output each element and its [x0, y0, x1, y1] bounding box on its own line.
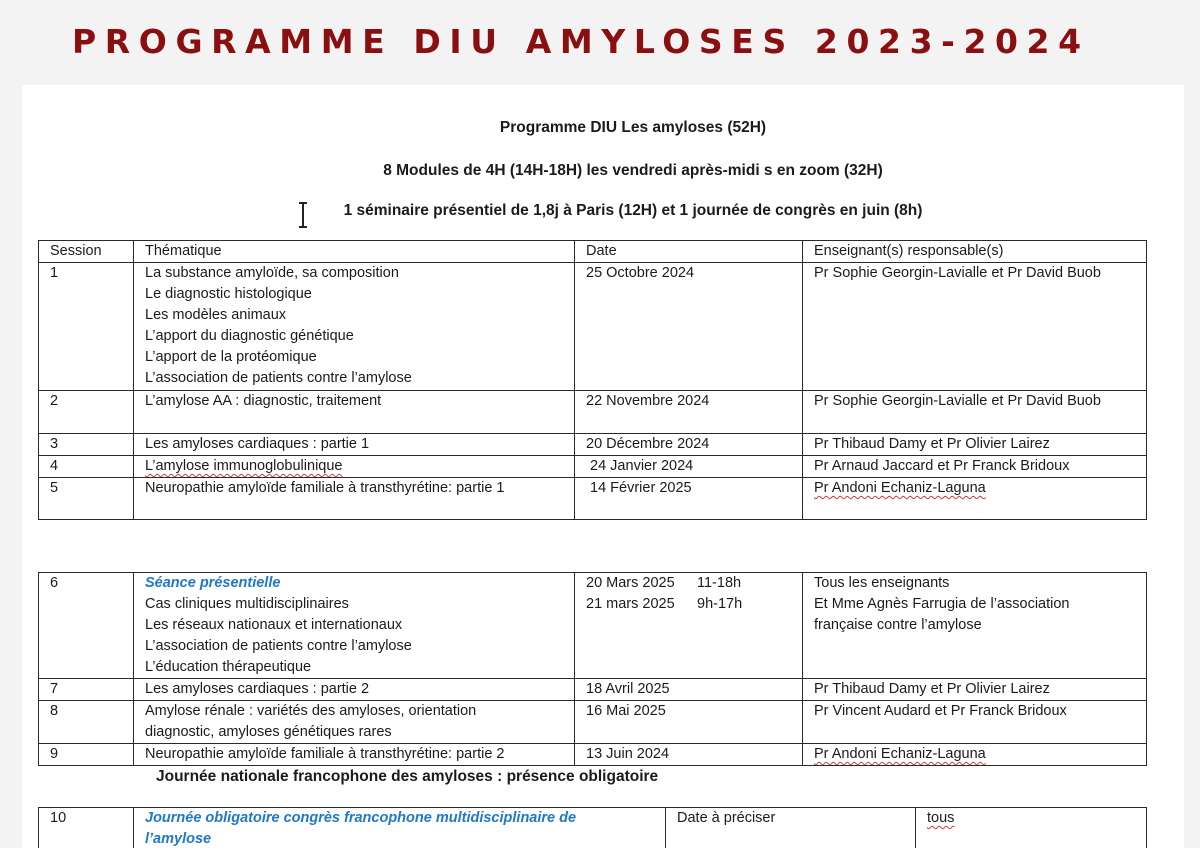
session-teacher: Pr Sophie Georgin-Lavialle et Pr David Buob [803, 263, 1147, 391]
teacher-name: Pr Andoni Echaniz-Laguna [814, 746, 986, 762]
session-teacher: Pr Thibaud Damy et Pr Olivier Lairez [803, 434, 1147, 456]
document-page [22, 85, 1184, 848]
table-row [39, 478, 1147, 520]
topic-line: La substance amyloïde, sa composition [145, 265, 399, 281]
sessions-table-1 [38, 240, 1147, 520]
session-number: 5 [39, 478, 134, 520]
session-topics [134, 679, 575, 701]
session-dates [575, 573, 803, 679]
session-date: 16 Mai 2025 [575, 701, 803, 744]
table-row [39, 391, 1147, 434]
table-row [39, 744, 1147, 766]
topic-line: L’association de patients contre l’amylose [145, 638, 412, 654]
teacher-line: Et Mme Agnès Farrugia de l’association [814, 596, 1070, 612]
header-date: Date [575, 241, 803, 263]
topic-line: Les modèles animaux [145, 307, 287, 323]
session-teacher [803, 744, 1147, 766]
sessions-table-2 [38, 572, 1147, 766]
teacher-name: Pr Andoni Echaniz-Laguna [814, 480, 986, 496]
topic-line: Amylose rénale : variétés des amyloses, orientation [145, 703, 477, 719]
table-row [39, 808, 1147, 848]
session-number: 9 [39, 744, 134, 766]
topic-line: Les réseaux nationaux et internationaux [145, 617, 403, 633]
session-teacher: Pr Arnaud Jaccard et Pr Franck Bridoux [803, 456, 1147, 478]
document-subheading-seminar: 1 séminaire présentiel de 1,8j à Paris (12H) et 1 journée de congrès en juin (8h) [343, 202, 923, 219]
session-topics [134, 478, 575, 520]
session-teacher: Pr Thibaud Damy et Pr Olivier Lairez [803, 679, 1147, 701]
date-line [586, 573, 802, 594]
page-banner-title: PROGRAMME DIU AMYLOSES 2023-2024 [72, 22, 1090, 61]
session-topics [134, 456, 575, 478]
session-number: 3 [39, 434, 134, 456]
session-date: 13 Juin 2024 [575, 744, 803, 766]
session-date: 22 Novembre 2024 [575, 391, 803, 434]
session-topics [134, 434, 575, 456]
session-number: 7 [39, 679, 134, 701]
time-value: 9h-17h [697, 596, 743, 612]
table-row [39, 434, 1147, 456]
topic-line: L’éducation thérapeutique [145, 659, 312, 675]
session-topics [134, 391, 575, 434]
session-topics [134, 808, 666, 848]
session-topics [134, 701, 575, 744]
session-teacher [916, 808, 1147, 848]
session-highlight-label: l’amylose [145, 831, 212, 847]
session-topics [134, 744, 575, 766]
topic-line: L’association de patients contre l’amylose [145, 370, 412, 386]
session-number: 4 [39, 456, 134, 478]
topic-line: Les amyloses cardiaques : partie 1 [145, 436, 370, 452]
session-teacher: Pr Vincent Audard et Pr Franck Bridoux [803, 701, 1147, 744]
topic-line: L’apport du diagnostic génétique [145, 328, 354, 344]
topic-line: diagnostic, amyloses génétiques rares [145, 724, 392, 740]
topic-line: Les amyloses cardiaques : partie 2 [145, 681, 370, 697]
sessions-table-3 [38, 807, 1147, 848]
header-enseignants: Enseignant(s) responsable(s) [803, 241, 1147, 263]
session-number: 2 [39, 391, 134, 434]
session-date: 25 Octobre 2024 [575, 263, 803, 391]
table-row [39, 701, 1147, 744]
date-line [586, 594, 802, 615]
topic-line: Cas cliniques multidisciplinaires [145, 596, 349, 612]
session-date: 14 Février 2025 [575, 478, 803, 520]
header-thematique: Thématique [134, 241, 575, 263]
session-number: 1 [39, 263, 134, 391]
session-topics [134, 573, 575, 679]
table-row [39, 263, 1147, 391]
session-date: 24 Janvier 2024 [575, 456, 803, 478]
session-highlight-label: Séance présentielle [145, 575, 281, 591]
table-row [39, 573, 1147, 679]
session-teacher [803, 573, 1147, 679]
topic-line: L’amylose immunoglobulinique [145, 458, 343, 474]
session-teacher: Pr Sophie Georgin-Lavialle et Pr David Buob [803, 391, 1147, 434]
session-number: 10 [39, 808, 134, 848]
teacher-name: tous [927, 810, 955, 826]
session-date: 18 Avril 2025 [575, 679, 803, 701]
session-teacher [803, 478, 1147, 520]
session-date: 20 Décembre 2024 [575, 434, 803, 456]
date-value: 21 mars 2025 [586, 596, 675, 612]
session-topics [134, 263, 575, 391]
header-session: Session [39, 241, 134, 263]
topic-line: Neuropathie amyloïde familiale à transthyrétine: partie 2 [145, 746, 505, 762]
time-value: 11-18h [697, 575, 742, 591]
teacher-line: Tous les enseignants [814, 575, 950, 591]
table-row [39, 456, 1147, 478]
teacher-line: française contre l’amylose [814, 617, 982, 633]
session-number: 8 [39, 701, 134, 744]
date-value: 20 Mars 2025 [586, 575, 675, 591]
topic-line: L’apport de la protéomique [145, 349, 317, 365]
table-row [39, 679, 1147, 701]
session-highlight-label: Journée obligatoire congrès francophone multidisciplinaire de [145, 810, 577, 826]
document-heading: Programme DIU Les amyloses (52H) [499, 119, 767, 136]
document-subheading-modules: 8 Modules de 4H (14H-18H) les vendredi après-midi s en zoom (32H) [383, 162, 883, 179]
session-number: 6 [39, 573, 134, 679]
topic-line: Neuropathie amyloïde familiale à transthyrétine: partie 1 [145, 480, 505, 496]
session-date: Date à préciser [666, 808, 916, 848]
section-title-journee: Journée nationale francophone des amyloses : présence obligatoire [156, 768, 659, 785]
table-header-row [39, 241, 1147, 263]
topic-line: Le diagnostic histologique [145, 286, 312, 302]
topic-line: L’amylose AA : diagnostic, traitement [145, 393, 382, 409]
